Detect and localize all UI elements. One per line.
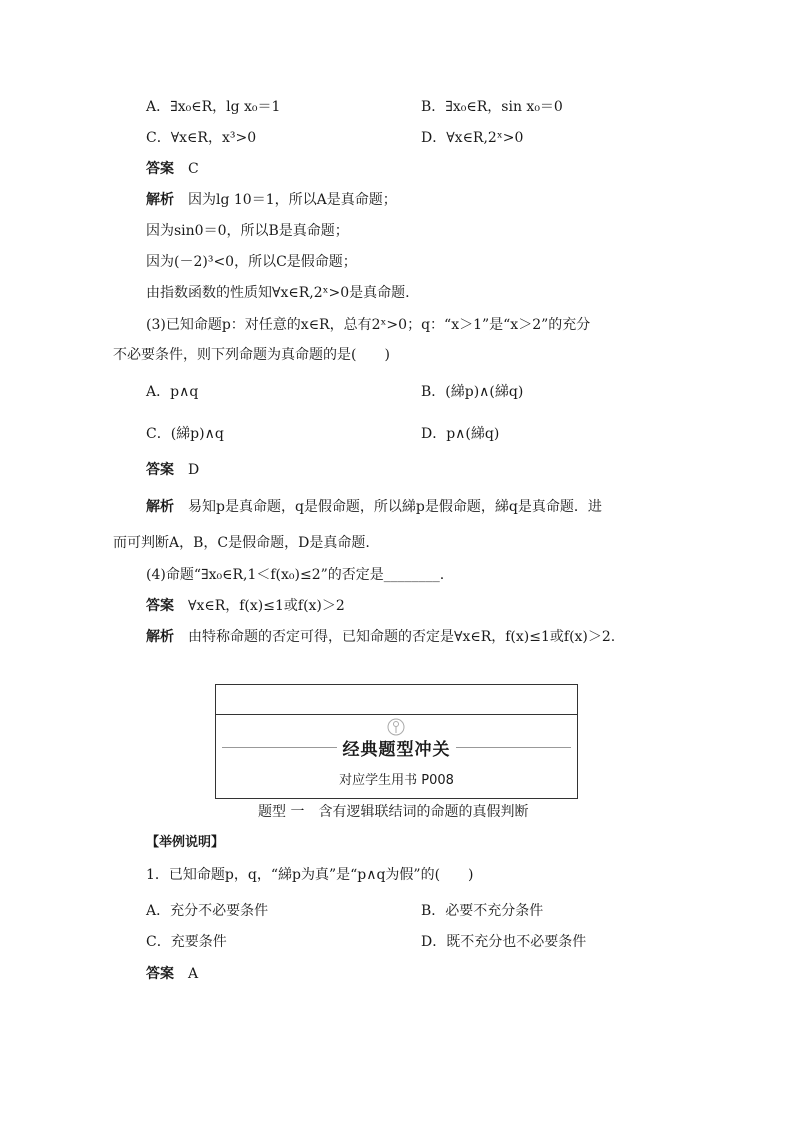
- answer-label: 答案: [146, 161, 174, 177]
- section-heading: 题型 一 含有逻辑联结词的命题的真假判断: [258, 804, 529, 820]
- answer-value: C: [188, 161, 199, 177]
- answer-line: [146, 964, 198, 984]
- analysis-text: 由特称命题的否定可得，已知命题的否定是∀x∈R，f(x)≤1或f(x)＞2.: [188, 629, 616, 645]
- banner-title: 经典题型冲关: [342, 740, 451, 760]
- analysis-text: 因为(－2)³<0，所以C是假命题；: [146, 254, 357, 270]
- option-d: D．p∧(綈q): [421, 426, 500, 442]
- option-a: A．∃x₀∈R，lg x₀＝1: [146, 99, 281, 115]
- analysis-text: 因为sin0＝0，所以B是真命题；: [146, 223, 349, 239]
- answer-value: D: [188, 462, 200, 478]
- key-icon: [387, 718, 405, 736]
- answer-label: 答案: [146, 462, 174, 478]
- analysis-line: [146, 627, 615, 647]
- option-c: C．(綈p)∧q: [146, 426, 224, 442]
- section-banner: [215, 684, 578, 799]
- question-text: (4)命题“∃x₀∈R,1＜f(x₀)≤2”的否定是________.: [146, 567, 445, 583]
- analysis-label: 解析: [146, 499, 174, 515]
- answer-value: A: [188, 966, 199, 982]
- option-a: A．充分不必要条件: [146, 903, 269, 919]
- answer-line: [146, 460, 199, 480]
- option-b: B．(綈p)∧(綈q): [421, 384, 524, 400]
- answer-line: [146, 596, 345, 616]
- question-text: 不必要条件，则下列命题为真命题的是( ): [113, 347, 390, 363]
- analysis-line: [146, 190, 397, 210]
- answer-line: [146, 159, 199, 179]
- analysis-text: 易知p是真命题，q是假命题，所以綈p是假命题，綈q是真命题．进: [188, 499, 602, 515]
- analysis-text: 因为lg 10＝1，所以A是真命题；: [188, 192, 397, 208]
- option-d: D．∀x∈R,2ˣ>0: [421, 130, 524, 146]
- answer-value: ∀x∈R，f(x)≤1或f(x)＞2: [188, 598, 345, 614]
- answer-label: 答案: [146, 598, 174, 614]
- question-text: 1．已知命题p，q，“綈p为真”是“p∧q为假”的( ): [146, 867, 474, 883]
- analysis-label: 解析: [146, 629, 174, 645]
- banner-divider: [216, 714, 577, 715]
- question-text: (3)已知命题p：对任意的x∈R，总有2ˣ>0；q：“x＞1”是“x＞2”的充分: [146, 317, 591, 333]
- option-b: B．必要不充分条件: [421, 903, 544, 919]
- option-c: C．∀x∈R，x³>0: [146, 130, 257, 146]
- option-a: A．p∧q: [146, 384, 199, 400]
- analysis-text: 由指数函数的性质知∀x∈R,2ˣ>0是真命题.: [146, 285, 410, 301]
- analysis-line: [146, 497, 602, 517]
- option-d: D．既不充分也不必要条件: [421, 934, 587, 950]
- banner-subtitle: 对应学生用书 P008: [339, 773, 454, 788]
- answer-label: 答案: [146, 966, 174, 982]
- analysis-text: 而可判断A，B，C是假命题，D是真命题.: [113, 535, 370, 551]
- analysis-label: 解析: [146, 192, 174, 208]
- option-c: C．充要条件: [146, 934, 227, 950]
- option-b: B．∃x₀∈R，sin x₀＝0: [421, 99, 563, 115]
- example-label: 【举例说明】: [146, 835, 225, 850]
